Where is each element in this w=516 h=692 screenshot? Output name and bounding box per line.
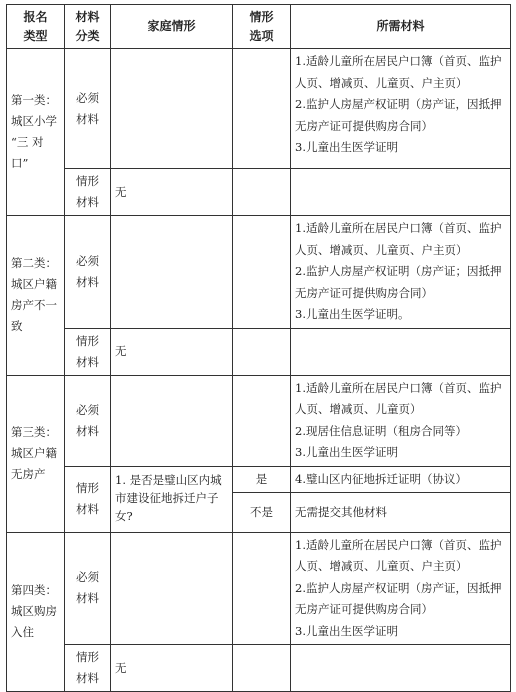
type1-situational-label: 情形 材料	[65, 169, 111, 216]
type3-required-materials: 1.适龄儿童所在居民户口簿（首页、监护人页、增减页、儿童页） 2.现居住信息证明（租房合同等） 3.儿童出生医学证明	[291, 375, 511, 466]
type2-required-label: 必须 材料	[65, 216, 111, 329]
enrollment-materials-table	[6, 4, 511, 692]
type2-situational-label: 情形 材料	[65, 328, 111, 375]
type2-required-row	[7, 216, 511, 329]
type2-required-materials: 1.适龄儿童所在居民户口簿（首页、监护人页、增减页、儿童页、户主页） 2.监护人房屋产权证明（房产证；因抵押无房产证可提供购房合同） 3.儿童出生医学证明。	[291, 216, 511, 329]
type3-question: 1. 是否是璧山区内城市建设征地拆迁户子女?	[111, 466, 233, 532]
type2-situation-none: 无	[111, 328, 233, 375]
type3-option-no: 不是	[233, 492, 291, 532]
type2-name: 第二类： 城区户籍 房产不一 致	[7, 216, 65, 376]
type1-required-materials: 1.适龄儿童所在居民户口簿（首页、监护人页、增减页、儿童页、户主页） 2.监护人房屋产权证明（房产证，因抵押无房产证可提供购房合同） 3.儿童出生医学证明	[291, 49, 511, 169]
type4-situation-none: 无	[111, 645, 233, 692]
type4-required-row	[7, 532, 511, 645]
type2-situational-row	[7, 328, 511, 375]
type3-name: 第三类： 城区户籍 无房产	[7, 375, 65, 532]
header-situation: 家庭情形	[111, 5, 233, 49]
header-type: 报名 类型	[7, 5, 65, 49]
type4-required-materials: 1.适龄儿童所在居民户口簿（首页、监护人页、增减页、儿童页、户主页） 2.监护人房屋产权证明（房产证，因抵押无房产证可提供购房合同） 3.儿童出生医学证明	[291, 532, 511, 645]
header-row	[7, 5, 511, 49]
type3-option-no-material: 无需提交其他材料	[291, 492, 511, 532]
header-category: 材料 分类	[65, 5, 111, 49]
type1-required-label: 必须 材料	[65, 49, 111, 169]
type1-required-row	[7, 49, 511, 169]
type4-situational-row	[7, 645, 511, 692]
type3-required-label: 必须 材料	[65, 375, 111, 466]
type3-option-yes-row	[7, 466, 511, 492]
header-option: 情形 选项	[233, 5, 291, 49]
type3-option-yes-material: 4.璧山区内征地拆迁证明（协议）	[291, 466, 511, 492]
header-materials: 所需材料	[291, 5, 511, 49]
type1-situation-none: 无	[111, 169, 233, 216]
type1-situational-row	[7, 169, 511, 216]
type3-option-yes: 是	[233, 466, 291, 492]
type4-situational-label: 情形 材料	[65, 645, 111, 692]
type1-situation-empty	[111, 49, 233, 169]
type1-option-empty	[233, 49, 291, 169]
type3-situational-label: 情形 材料	[65, 466, 111, 532]
type4-name: 第四类： 城区购房 入住	[7, 532, 65, 692]
type1-name: 第一类： 城区小学 “三 对 口”	[7, 49, 65, 216]
type3-required-row	[7, 375, 511, 466]
type4-required-label: 必须 材料	[65, 532, 111, 645]
